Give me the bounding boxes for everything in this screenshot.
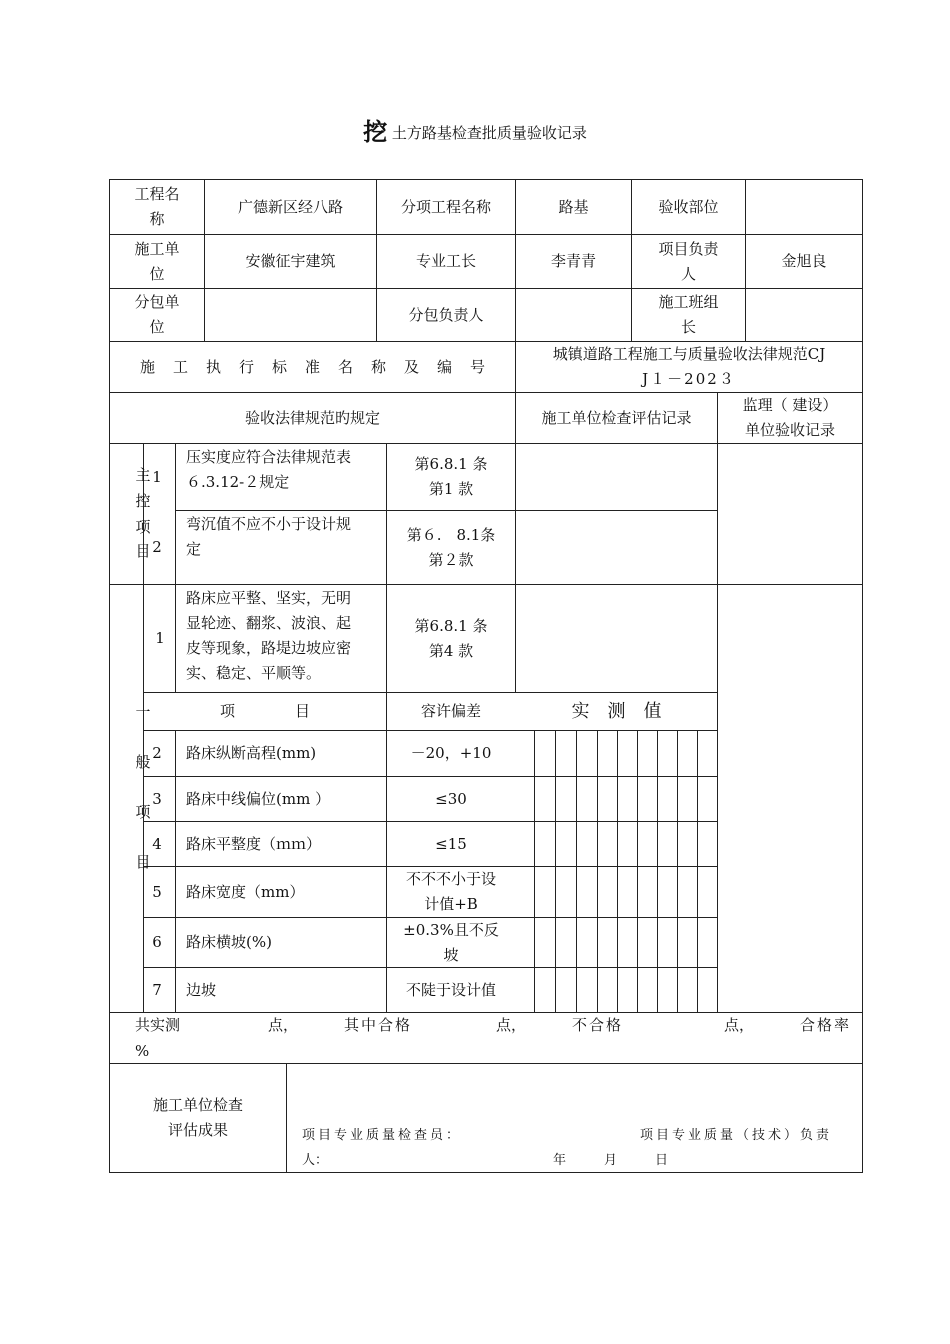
measure-row-number: 5 xyxy=(152,882,162,901)
measure-row-number: 3 xyxy=(152,789,162,808)
measure-row-tolerance xyxy=(388,868,514,916)
contractor-label: 施工单位 xyxy=(134,239,180,283)
measure-row-tolerance xyxy=(388,778,514,820)
general-label-char: 一 xyxy=(135,703,151,721)
title-first-char: 挖 xyxy=(363,118,388,146)
grid-line xyxy=(175,730,176,1012)
main-control-label-char: 主 xyxy=(135,466,151,484)
summary-unqualified: 不合格 xyxy=(572,1016,624,1034)
grid-line xyxy=(286,1063,287,1173)
summary-rate: 合格率 xyxy=(800,1016,852,1034)
sub-item-value: 路基 xyxy=(558,197,589,216)
standard-label: 施工执行标准名称及编号 xyxy=(139,357,503,376)
requirement-line: 路床应平整、坚实，无明 xyxy=(186,589,352,607)
tolerance-line: ±0.3%且不反 xyxy=(403,920,499,939)
requirement-line: 皮等现象，路堤边坡应密 xyxy=(186,639,352,657)
requirement-line: ６.3.12-２规定 xyxy=(186,473,290,491)
result-label xyxy=(111,1065,285,1171)
tech-lead: 项目专业质量（技术）负责 xyxy=(640,1128,833,1143)
grid-line xyxy=(534,730,535,1012)
spec-column-header: 验收法律规范旳规定 xyxy=(244,408,380,427)
grid-line xyxy=(175,443,176,692)
standard-value-line2: J１－202３ xyxy=(642,370,736,388)
grid-line xyxy=(576,730,577,1012)
foreman-label: 专业工长 xyxy=(415,252,476,270)
project-manager-value: 金旭良 xyxy=(781,252,827,270)
tolerance-line: 不不不小于设 xyxy=(405,870,496,888)
measured-column-header: 实 测 值 xyxy=(571,701,662,722)
item-column-header: 项 目 xyxy=(219,702,310,720)
reference-line: 第6.8.1 条 xyxy=(414,616,488,635)
sign-year: 年 xyxy=(553,1153,567,1168)
contractor-value: 安徽征宇建筑 xyxy=(245,252,336,270)
requirement-line: 定 xyxy=(186,540,202,558)
grid-line xyxy=(657,730,658,1012)
measure-row-tolerance xyxy=(388,919,514,966)
general-label-char: 项 xyxy=(135,803,151,821)
main-item-number: 1 xyxy=(152,467,162,486)
summary-qualified: 其中合格 xyxy=(344,1016,413,1034)
sub-manager-label: 分包负责人 xyxy=(408,305,484,324)
grid-line xyxy=(597,730,598,1012)
project-name-label: 工程名称 xyxy=(134,185,180,228)
tolerance-line: ≤15 xyxy=(435,834,467,853)
general-item-requirement xyxy=(186,586,384,691)
tolerance-column-header: 容许偏差 xyxy=(420,702,481,720)
main-item-reference xyxy=(388,445,514,509)
measure-row-number: 2 xyxy=(152,744,162,762)
measure-row-number: 4 xyxy=(152,834,162,853)
acceptance-part-value xyxy=(747,181,861,233)
subcontractor-label: 分包单位 xyxy=(134,293,180,336)
grid-line xyxy=(617,730,618,1012)
result-label-line1: 施工单位检查 xyxy=(152,1096,243,1114)
standard-value-line1: 城镇道路工程施工与质量验收法律规范CJ xyxy=(552,345,826,363)
acceptance-part-label: 验收部位 xyxy=(658,197,719,216)
project-manager-label: 项目负责人 xyxy=(658,239,719,283)
page-title xyxy=(0,112,950,147)
supervisor-record-header xyxy=(719,394,861,442)
summary-percent: % xyxy=(135,1042,150,1060)
title-rest: 土方路基检查批质量验收记录 xyxy=(391,124,587,142)
supervisor-header-line1: 监理（ 建设） xyxy=(742,396,838,414)
reference-line: 第6.8.1 条 xyxy=(414,455,488,473)
result-label-line2: 评估成果 xyxy=(167,1121,228,1139)
requirement-line: 弯沉值不应不小于设计规 xyxy=(186,515,352,533)
quality-inspector: 项目专业质量检查员： xyxy=(302,1128,463,1143)
standard-value xyxy=(517,343,861,391)
grid-line xyxy=(697,730,698,1012)
measure-row-name: 路床横坡(%) xyxy=(186,933,272,951)
summary-points: 点， xyxy=(496,1016,527,1034)
sub-item-label: 分项工程名称 xyxy=(400,197,491,216)
main-item-requirement xyxy=(186,512,384,583)
reference-line: 第６. 8.1条 xyxy=(406,525,496,544)
general-label-char: 目 xyxy=(135,853,151,871)
grid-line xyxy=(555,730,556,1012)
summary-points: 点， xyxy=(268,1016,299,1034)
summary-points: 点， xyxy=(724,1016,755,1034)
foreman-value: 李青青 xyxy=(550,252,596,270)
tolerance-line: －20，+10 xyxy=(410,744,492,762)
project-name-value: 广德新区经八路 xyxy=(237,197,343,216)
grid-line xyxy=(637,730,638,1012)
team-leader-value xyxy=(747,290,861,340)
tolerance-line: 坡 xyxy=(443,945,459,964)
requirement-line: 显轮迹、翻浆、波浪、起 xyxy=(186,614,352,632)
measure-row-number: 7 xyxy=(152,980,162,999)
measure-row-name: 边坡 xyxy=(186,980,217,999)
measure-row-name: 路床中线偏位(mm ） xyxy=(186,789,331,808)
requirement-line: 压实度应符合法律规范表 xyxy=(186,448,352,466)
measure-row-name: 路床平整度（ｍｍ） xyxy=(186,834,322,853)
grid-line xyxy=(677,730,678,1012)
general-item-reference xyxy=(388,586,514,691)
tech-lead-cont: 人： xyxy=(302,1153,329,1168)
sign-month: 月 xyxy=(604,1153,618,1168)
reference-line: 第２款 xyxy=(428,550,474,569)
main-item-number: 2 xyxy=(152,538,162,556)
measure-row-name: 路床宽度（mm） xyxy=(186,882,305,901)
reference-line: 第4 款 xyxy=(428,641,474,660)
tolerance-line: ≤30 xyxy=(435,789,467,808)
team-leader-label: 施工班组长 xyxy=(658,293,719,336)
subcontractor-value xyxy=(206,290,375,340)
grid-line xyxy=(515,443,516,692)
requirement-line: 实、稳定、平顺等。 xyxy=(186,664,322,682)
general-item-number: 1 xyxy=(155,629,165,647)
main-control-label-char: 控 xyxy=(135,492,151,510)
sign-day: 日 xyxy=(655,1153,669,1168)
supervisor-header-line2: 单位验收记录 xyxy=(744,421,835,439)
contractor-record-header: 施工单位检查评估记录 xyxy=(541,408,692,427)
measure-row-tolerance xyxy=(388,969,514,1011)
measure-row-number: 6 xyxy=(152,933,162,951)
measure-row-tolerance xyxy=(388,732,514,775)
measure-row-name: 路床纵断高程(mm) xyxy=(186,744,317,762)
grid-line xyxy=(717,392,718,1012)
summary-total: 共实测 xyxy=(135,1016,181,1034)
reference-line: 第1 款 xyxy=(428,480,474,498)
tolerance-line: 计值+B xyxy=(424,895,478,913)
main-control-label-char: 项 xyxy=(135,518,151,536)
main-control-label-char: 目 xyxy=(135,542,151,560)
measure-row-tolerance xyxy=(388,823,514,865)
main-item-requirement xyxy=(186,445,384,509)
main-item-reference xyxy=(388,512,514,583)
sub-manager-value xyxy=(517,290,630,340)
general-label-char: 般 xyxy=(135,753,151,771)
tolerance-line: 不陡于设计值 xyxy=(405,980,496,999)
